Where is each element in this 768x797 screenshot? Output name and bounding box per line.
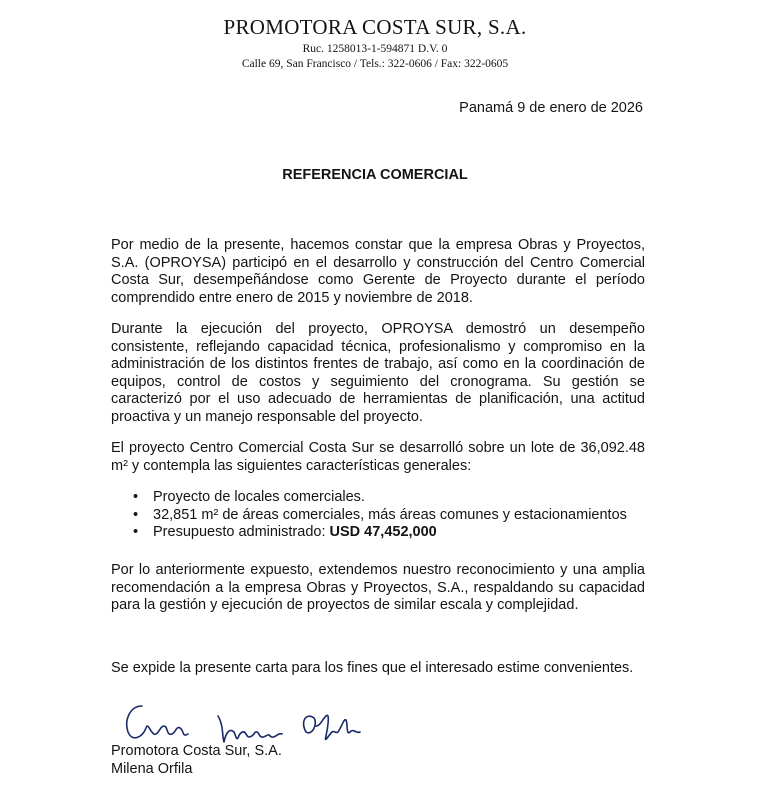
feature-text: Proyecto de locales comerciales.: [153, 489, 365, 505]
signatory-name: Milena Orfila: [111, 761, 193, 777]
list-item: [111, 489, 645, 507]
features-list: [111, 489, 645, 542]
list-item: [111, 524, 645, 542]
letter-subject: REFERENCIA COMERCIAL: [282, 167, 468, 183]
list-item: [111, 507, 645, 525]
recommendation-paragraph: Por lo anteriormente expuesto, extendemos nuestro reconocimiento y una amplia recomendación a la empresa Obras y Proyectos, S.A., respaldando su capacidad para la gestión y ejecución de proyectos de similar escala y complejidad.: [111, 562, 645, 613]
closing-sentence: Se expide la presente carta para los fines que el interesado estime convenientes.: [111, 660, 634, 676]
company-address: Calle 69, San Francisco / Tels.: 322-0606 / Fax: 322-0605: [241, 58, 509, 70]
project-paragraph: El proyecto Centro Comercial Costa Sur se desarrolló sobre un lote de 36,092.48 m² y contempla las siguientes características generales:: [111, 440, 645, 474]
budget-label: Presupuesto administrado:: [153, 524, 330, 540]
signatory-company: Promotora Costa Sur, S.A.: [111, 743, 282, 759]
company-name: PROMOTORA COSTA SUR, S.A.: [223, 15, 527, 39]
letter-date: Panamá 9 de enero de 2026: [459, 100, 643, 116]
letterhead: [0, 14, 750, 72]
performance-paragraph: Durante la ejecución del proyecto, OPROYSA demostró un desempeño consistente, reflejando capacidad técnica, profesionalismo y compromiso en la administración de los distintos frentes de trabajo, así como en la coordinación de equipos, control de costos y seguimiento del cronograma. Su gestión se caracterizó por el uso adecuado de herramientas de planificación, una actitud proactiva y un manejo responsable del proyecto.: [111, 321, 645, 425]
company-ruc: Ruc. 1258013-1-594871 D.V. 0: [302, 43, 448, 55]
intro-paragraph: Por medio de la presente, hacemos constar que la empresa Obras y Proyectos, S.A. (OPROYSA) participó en el desarrollo y construcción del Centro Comercial Costa Sur, desempeñándose como Gerente de Proyecto durante el período comprendido entre enero de 2015 y noviembre de 2018.: [111, 237, 645, 306]
budget-value: USD 47,452,000: [329, 524, 437, 540]
feature-text: 32,851 m² de áreas comerciales, más áreas comunes y estacionamientos: [153, 506, 627, 523]
